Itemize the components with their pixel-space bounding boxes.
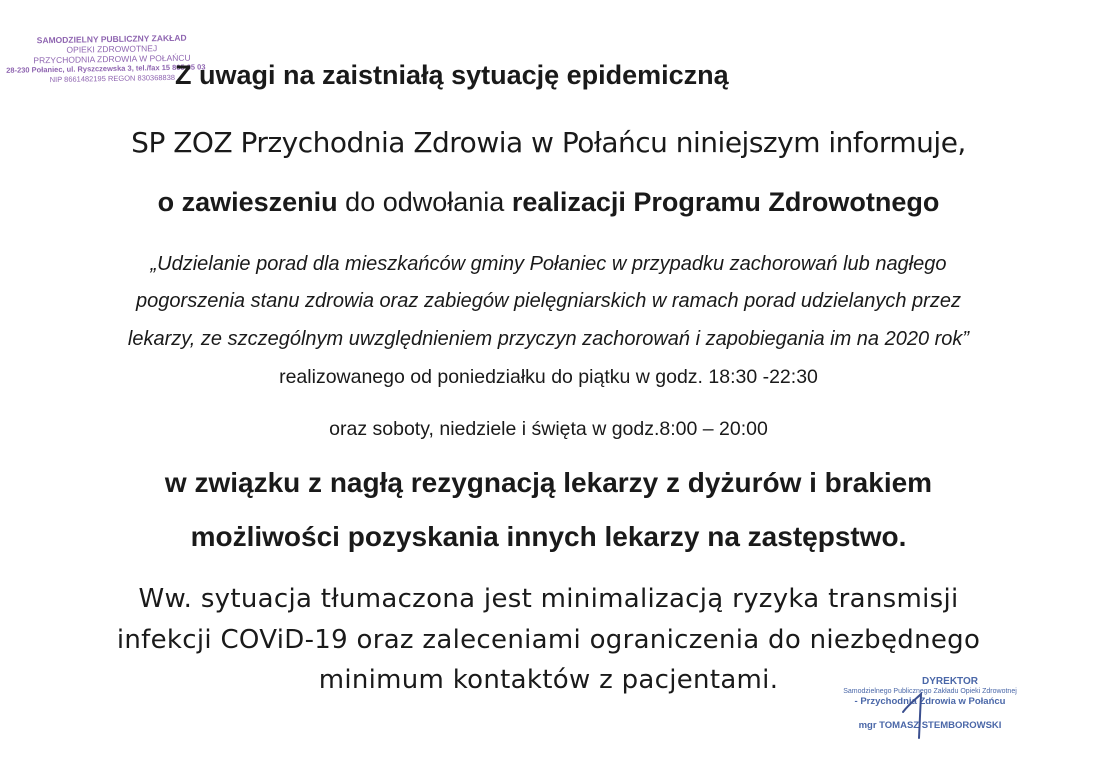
suspension-normal: do odwołania [337, 187, 512, 217]
closing-line: minimum kontaktów z pacjentami. [318, 665, 779, 695]
program-bold: realizacji Programu Zdrowotnego [511, 187, 940, 217]
announcement-intro: SP ZOZ Przychodnia Zdrowia w Połańcu niniejszym informuje, [131, 126, 966, 159]
program-quote-line: pogorszenia stanu zdrowia oraz zabiegów pielęgniarskich w ramach porad udzielanych przez [136, 290, 961, 312]
closing-line: infekcji COViD-19 oraz zaleceniami ograniczenia do niezbędnego [116, 625, 981, 655]
stamp-line: OPIEKI ZDROWOTNEJ [66, 43, 158, 55]
stamp-line: PRZYCHODNIA ZDROWIA W POŁAŃCU [33, 52, 191, 66]
reason-line: w związku z nagłą rezygnacją lekarzy z dyżurów i brakiem [164, 467, 933, 498]
suspension-statement [0, 187, 1097, 218]
signature-org: - Przychodnia Zdrowia w Połańcu [854, 696, 1006, 707]
reason-line: możliwości pozyskania innych lekarzy na zastępstwo. [190, 521, 907, 552]
handwritten-signature-icon [895, 690, 935, 740]
program-quote-line: „Udzielanie porad dla mieszkańców gminy Połaniec w przypadku zachorowań lub nagłego [150, 253, 947, 275]
weekday-hours: realizowanego od poniedziałku do piątku w godz. 18:30 -22:30 [279, 366, 818, 388]
signature-role: DYREKTOR [922, 676, 978, 687]
program-quote-line: lekarzy, ze szczególnym uwzględnieniem przyczyn zachorowań i zapobiegania im na 2020 rok” [127, 328, 970, 350]
stamp-line: SAMODZIELNY PUBLICZNY ZAKŁAD [36, 32, 187, 46]
weekend-hours: oraz soboty, niedziele i święta w godz.8:00 – 20:00 [329, 418, 768, 440]
document-title: Z uwagi na zaistniałą sytuację epidemiczną [175, 60, 729, 90]
suspension-bold: o zawieszeniu [157, 187, 338, 217]
stamp-line: 28-230 Połaniec, ul. Ryszczewska 3, tel./fax 15 865 05 03 [6, 62, 206, 75]
signature-name: mgr TOMASZ STEMBOROWSKI [858, 720, 1002, 731]
closing-line: Ww. sytuacja tłumaczona jest minimalizacją ryzyka transmisji [138, 584, 959, 614]
signature-org: Samodzielnego Publicznego Zakładu Opieki Zdrowotnej [843, 688, 1017, 695]
director-signature-stamp [840, 676, 1020, 731]
stamp-line: NIP 8661482195 REGON 830368838 [49, 72, 176, 85]
